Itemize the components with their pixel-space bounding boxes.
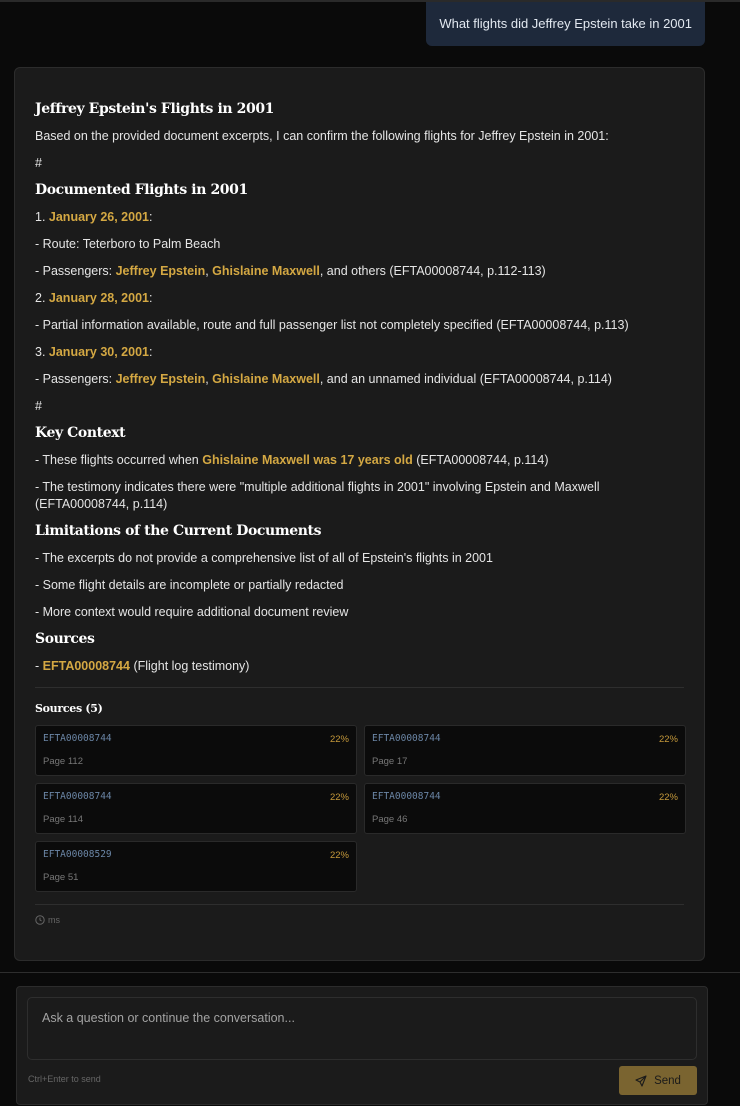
- highlight-text: January 26, 2001: [48, 210, 149, 224]
- answer-paragraph: [35, 209, 684, 226]
- send-hint: Ctrl+Enter to send: [28, 1074, 101, 1084]
- page-divider: [0, 972, 740, 973]
- response-timing: [35, 915, 684, 925]
- send-label: Send: [654, 1074, 681, 1087]
- answer-paragraph: [35, 128, 684, 145]
- answer-body: [35, 101, 684, 675]
- answer-paragraph: [35, 398, 684, 415]
- source-score: 22%: [658, 792, 678, 803]
- text-segment: :: [148, 345, 153, 359]
- source-score: 22%: [329, 850, 349, 861]
- divider: [35, 904, 684, 905]
- section-heading: [35, 631, 684, 648]
- source-score: 22%: [329, 734, 349, 745]
- answer-paragraph: [35, 577, 684, 594]
- text-segment: (EFTA00008744, p.114): [412, 453, 549, 467]
- source-card[interactable]: [35, 841, 357, 892]
- text-segment: (Flight log testimony): [129, 659, 250, 673]
- source-id: EFTA00008529: [43, 849, 112, 860]
- source-id: EFTA00008744: [43, 733, 112, 744]
- text-segment: #: [35, 156, 42, 170]
- section-heading: [35, 523, 684, 540]
- answer-paragraph: [35, 263, 684, 280]
- clock-icon: [35, 915, 45, 925]
- answer-paragraph: [35, 604, 684, 621]
- source-score: 22%: [658, 734, 678, 745]
- highlight-text: EFTA00008744: [42, 659, 130, 673]
- text-segment: - Passengers:: [35, 264, 116, 278]
- text-segment: #: [35, 399, 42, 413]
- answer-paragraph: [35, 452, 684, 469]
- text-segment: - Passengers:: [35, 372, 116, 386]
- source-page: Page 112: [43, 756, 83, 767]
- source-page: Page 46: [372, 814, 408, 825]
- text-segment: :: [148, 210, 153, 224]
- text-segment: Limitations of the Current Documents: [35, 523, 322, 539]
- answer-paragraph: [35, 317, 684, 334]
- user-message: What flights did Jeffrey Epstein take in 2001: [426, 2, 705, 46]
- text-segment: Sources: [35, 631, 95, 647]
- source-score: 22%: [329, 792, 349, 803]
- highlight-text: January 28, 2001: [48, 291, 149, 305]
- highlight-text: January 30, 2001: [48, 345, 149, 359]
- answer-paragraph: [35, 344, 684, 361]
- text-segment: -: [35, 659, 43, 673]
- answer-paragraph: [35, 290, 684, 307]
- text-segment: - The testimony indicates there were "multiple additional flights in 2001" involving Epstein and Maxwell (EFTA00008744, p.114): [35, 480, 600, 511]
- text-segment: - Some flight details are incomplete or partially redacted: [35, 578, 344, 592]
- text-segment: - More context would require additional document review: [35, 605, 349, 619]
- highlight-text: Jeffrey Epstein: [115, 264, 206, 278]
- source-page: Page 51: [43, 872, 79, 883]
- answer-paragraph: [35, 479, 684, 513]
- composer: [16, 986, 708, 1105]
- answer-paragraph: [35, 236, 684, 253]
- assistant-response-card: [14, 67, 705, 961]
- source-id: EFTA00008744: [372, 791, 441, 802]
- text-segment: - The excerpts do not provide a comprehensive list of all of Epstein's flights in 2001: [35, 551, 493, 565]
- text-segment: , and an unnamed individual (EFTA00008744, p.114): [319, 372, 612, 386]
- source-card[interactable]: [35, 725, 357, 776]
- source-page: Page 17: [372, 756, 408, 767]
- text-segment: - Route: Teterboro to Palm Beach: [35, 237, 221, 251]
- source-id: EFTA00008744: [43, 791, 112, 802]
- text-segment: Jeffrey Epstein's Flights in 2001: [35, 101, 275, 117]
- divider: [35, 687, 684, 688]
- highlight-text: Ghislaine Maxwell: [212, 264, 320, 278]
- answer-paragraph: [35, 550, 684, 567]
- answer-paragraph: [35, 658, 684, 675]
- highlight-text: Jeffrey Epstein: [115, 372, 206, 386]
- send-icon: [635, 1075, 647, 1087]
- source-id: EFTA00008744: [372, 733, 441, 744]
- source-card[interactable]: [364, 783, 686, 834]
- highlight-text: Ghislaine Maxwell was 17 years old: [202, 453, 413, 467]
- timing-text: ms: [48, 915, 60, 925]
- text-segment: - These flights occurred when: [35, 453, 203, 467]
- text-segment: Based on the provided document excerpts, I can confirm the following flights for Jeffrey Epstein in 2001:: [35, 129, 609, 143]
- section-heading: [35, 425, 684, 442]
- text-segment: ,: [205, 264, 213, 278]
- text-segment: 1.: [35, 210, 49, 224]
- highlight-text: Ghislaine Maxwell: [212, 372, 320, 386]
- text-segment: - Partial information available, route and full passenger list not completely specified (EFTA00008744, p.113): [35, 318, 629, 332]
- text-segment: , and others (EFTA00008744, p.112-113): [319, 264, 546, 278]
- answer-paragraph: [35, 371, 684, 388]
- section-heading: [35, 101, 684, 118]
- text-segment: :: [148, 291, 153, 305]
- text-segment: ,: [205, 372, 213, 386]
- answer-paragraph: [35, 155, 684, 172]
- send-button[interactable]: [619, 1066, 697, 1095]
- sources-title: Sources (5): [35, 702, 103, 715]
- text-segment: Documented Flights in 2001: [35, 182, 248, 198]
- section-heading: [35, 182, 684, 199]
- text-segment: Key Context: [35, 425, 126, 441]
- source-page: Page 114: [43, 814, 83, 825]
- message-input[interactable]: [27, 997, 697, 1060]
- source-card[interactable]: [364, 725, 686, 776]
- text-segment: 3.: [35, 345, 49, 359]
- source-card[interactable]: [35, 783, 357, 834]
- sources-grid: [35, 725, 684, 892]
- text-segment: 2.: [35, 291, 49, 305]
